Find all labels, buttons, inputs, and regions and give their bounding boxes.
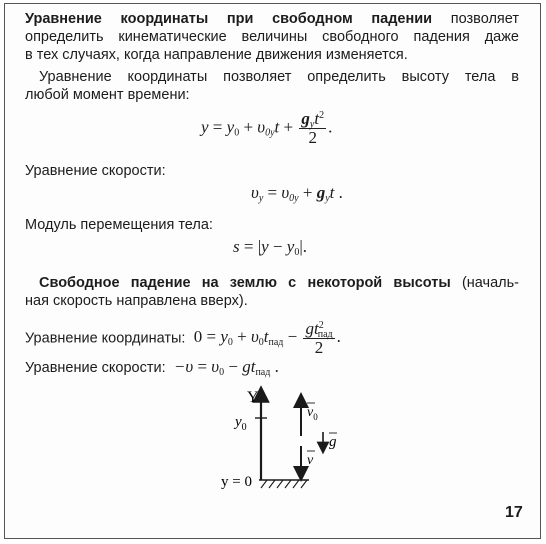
textbook-page <box>4 3 541 539</box>
velocity-equation-label: Уравнение скорости: <box>25 163 166 179</box>
fall-coordinate-equation: Уравнение координаты: $0 = y_0 + \upsilon_0t_{пад}$ − $\frac{gt^2_{пад}}{2}$ . <box>25 319 341 357</box>
para3-line2: ная скорость направлена вверх). <box>25 293 248 309</box>
v0-label: $v_0$ <box>307 405 318 422</box>
para3-line1-rest: (началь- <box>450 275 520 291</box>
ground-hatching <box>261 480 307 488</box>
fall-from-height-term: Свободное падение на землю с некоторой высоты <box>39 275 451 291</box>
g-label: g <box>329 434 337 450</box>
paragraph-coordinate-height <box>25 68 519 104</box>
fall-velocity-equation: Уравнение скорости: $-\upsilon = \upsilon_0 - gt_{пад}$ . <box>25 357 279 378</box>
para1-line3: в тех случаях, когда направление движения изменяется. <box>25 47 408 63</box>
y0-label: $y_0$ <box>235 414 247 433</box>
page-number: 17 <box>505 504 523 521</box>
v-label: v <box>307 453 314 468</box>
para2-line2: любой момент времени: <box>25 87 190 103</box>
coordinate-equation: $y = y_0 + \upsilon_{0y}t$ + $\frac{g_yt^2}{2}$ . <box>201 109 333 147</box>
para2-line1: Уравнение координаты позволяет определить высоту тела в <box>39 69 519 85</box>
free-fall-coordinate-term: Уравнение координаты при свободном падении <box>25 11 433 27</box>
paragraph-free-fall-intro <box>25 10 519 64</box>
free-fall-diagram <box>205 384 365 499</box>
fall-coordinate-label: Уравнение координаты: <box>25 330 186 347</box>
fall-velocity-label: Уравнение скорости: <box>25 360 166 376</box>
y-axis-label: Y <box>247 389 259 406</box>
para1-line1-rest: позволяет <box>432 11 519 27</box>
ground-label: y = 0 <box>221 474 252 490</box>
displacement-label: Модуль перемещения тела: <box>25 217 213 233</box>
para1-line2: определить кинематические величины свободного падения даже <box>25 29 519 45</box>
velocity-equation: $\upsilon_y = \upsilon_{0y} + g_yt$ . <box>251 183 343 204</box>
paragraph-fall-from-height <box>25 274 519 310</box>
displacement-equation: $s = |y - y_0|$. <box>233 237 307 258</box>
